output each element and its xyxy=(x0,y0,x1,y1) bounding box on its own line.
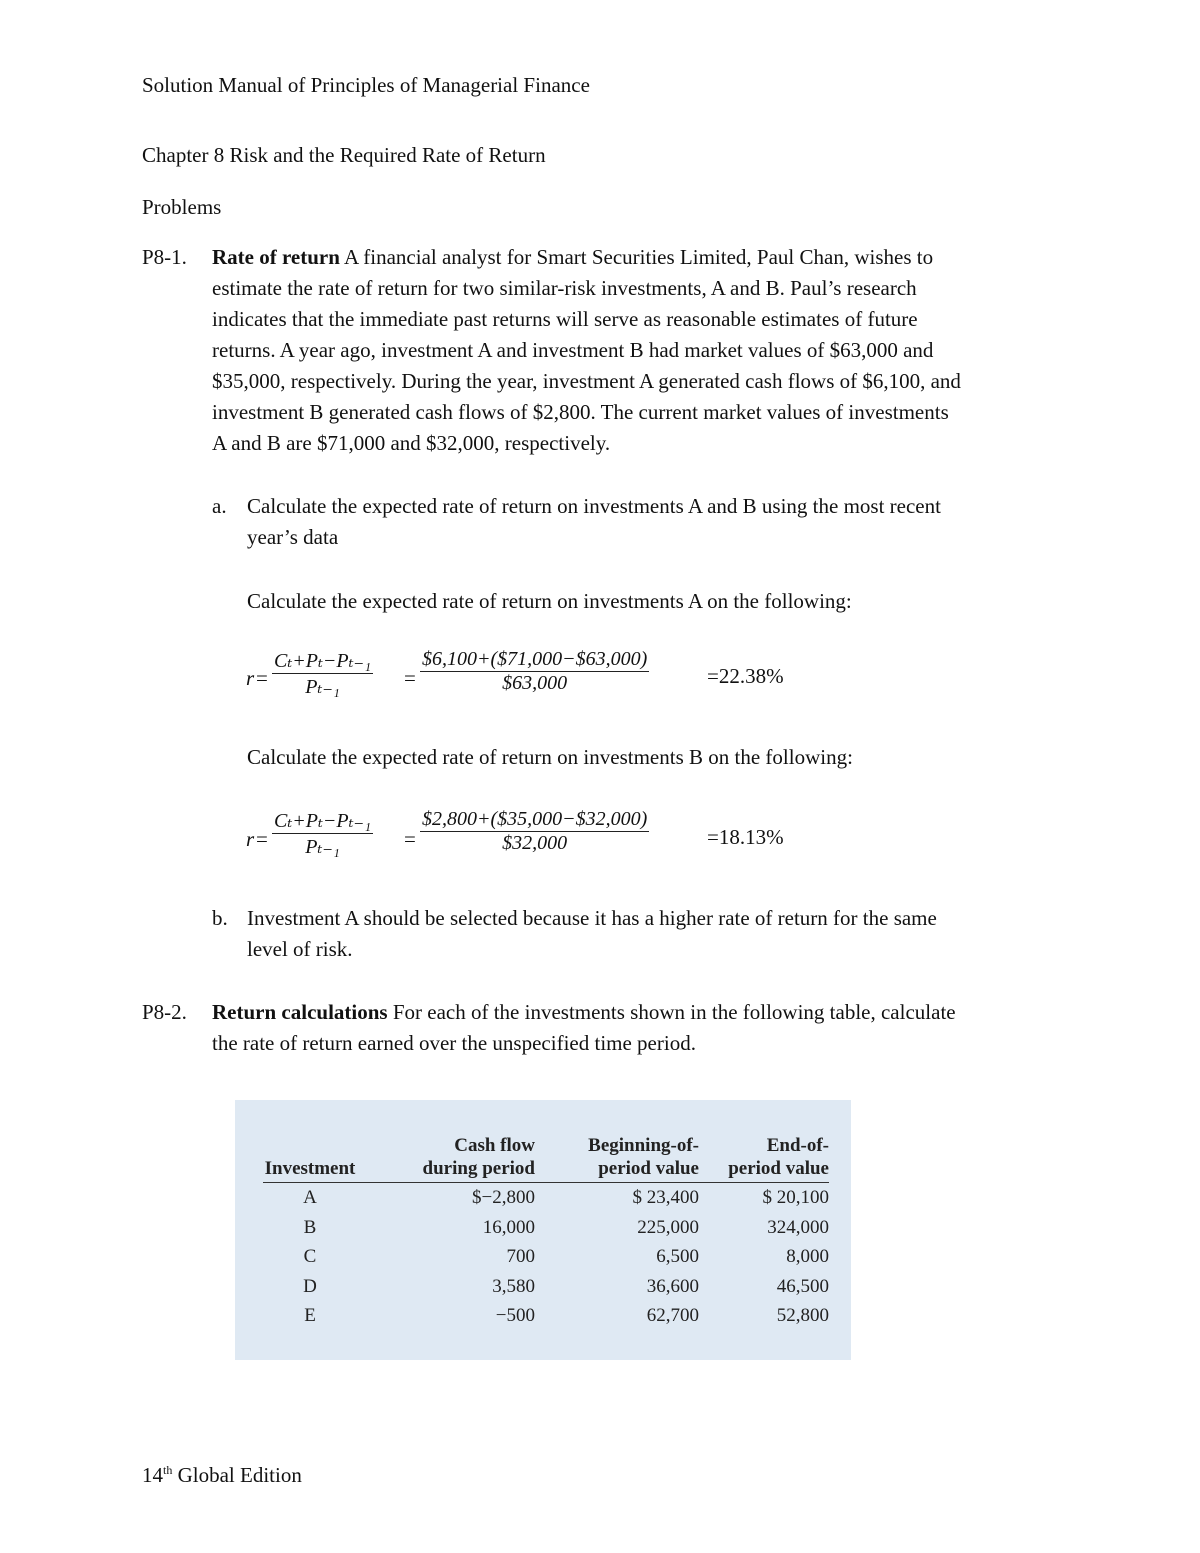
part-a-text xyxy=(247,491,941,553)
formula-b-eq2: = xyxy=(404,827,416,851)
part-b-line-0: Investment A should be selected because it has a higher rate of return for the same xyxy=(247,906,937,930)
formula-b-value-fraction xyxy=(420,808,649,855)
cell-cash-flow: 16,000 xyxy=(482,1216,535,1238)
cell-beginning-value: $ 23,400 xyxy=(632,1187,699,1208)
formula-b-general-num: Cₜ+Pₜ−Pₜ₋₁ xyxy=(274,810,372,832)
cell-end-value: 52,800 xyxy=(776,1305,829,1326)
part-b-label: b. xyxy=(212,906,228,930)
p1-line-4: $35,000, respectively. During the year, investment A generated cash flows of $6,100, and xyxy=(212,369,961,393)
calc-a-label: Calculate the expected rate of return on investments A on the following: xyxy=(247,589,852,613)
part-a-line-1: year’s data xyxy=(247,525,339,549)
problem-p8-1-text xyxy=(212,242,961,459)
header-end-value: End-of- period value xyxy=(699,1134,829,1183)
p1-line-3: returns. A year ago, investment A and investment B had market values of $63,000 and xyxy=(212,338,934,362)
p1-line-5: investment B generated cash flows of $2,800. The current market values of investments xyxy=(212,400,949,424)
document-header: Solution Manual of Principles of Managerial Finance xyxy=(142,73,590,97)
table-row xyxy=(263,1301,829,1331)
formula-a-r: r xyxy=(246,666,255,690)
investment-table-box xyxy=(235,1100,851,1360)
cell-investment: E xyxy=(304,1305,316,1326)
formula-a-result: =22.38% xyxy=(707,664,784,688)
formula-b-r: r xyxy=(246,827,255,851)
cell-end-value: 324,000 xyxy=(767,1216,829,1238)
problem-number-p8-2: P8-2. xyxy=(142,1000,187,1024)
cell-beginning-value: 6,500 xyxy=(656,1246,699,1267)
cell-beginning-value: 36,600 xyxy=(646,1275,699,1297)
formula-a-value-fraction xyxy=(420,648,649,695)
part-b-line-1: level of risk. xyxy=(247,937,353,961)
part-a-line-0: Calculate the expected rate of return on investments A and B using the most recent xyxy=(247,494,941,518)
cell-cash-flow: 700 xyxy=(506,1246,535,1267)
part-b-text xyxy=(247,903,937,965)
cell-cash-flow: −500 xyxy=(495,1305,535,1326)
problem-number-p8-1: P8-1. xyxy=(142,245,187,269)
footer-edition: 14th Global Edition xyxy=(142,1463,302,1487)
formula-a-general-den: Pₜ₋₁ xyxy=(305,676,340,698)
p2-line-0: For each of the investments shown in the following table, calculate xyxy=(387,1000,956,1024)
header-cash-flow: Cash flow during period xyxy=(357,1134,535,1183)
problem-p8-1-heading: Rate of return xyxy=(212,245,340,269)
formula-a-eq2: = xyxy=(404,666,416,690)
cell-end-value: 8,000 xyxy=(786,1246,829,1267)
formula-b-eq1: = xyxy=(256,827,268,851)
formula-a-general-fraction xyxy=(272,648,373,699)
p1-line-0: A financial analyst for Smart Securities Limited, Paul Chan, wishes to xyxy=(339,245,934,269)
header-investment: Investment xyxy=(263,1134,357,1183)
formula-b-value-den: $32,000 xyxy=(502,832,568,854)
p2-line-1: the rate of return earned over the unspecified time period. xyxy=(212,1031,696,1055)
calc-b-label: Calculate the expected rate of return on investments B on the following: xyxy=(247,745,853,769)
table-row xyxy=(263,1183,829,1213)
cell-cash-flow: $−2,800 xyxy=(472,1187,535,1208)
p1-line-1: estimate the rate of return for two similar-risk investments, A and B. Paul’s research xyxy=(212,276,917,300)
cell-end-value: 46,500 xyxy=(776,1275,829,1297)
chapter-title: Chapter 8 Risk and the Required Rate of Return xyxy=(142,143,546,167)
p1-line-6: A and B are $71,000 and $32,000, respectively. xyxy=(212,431,611,455)
investment-table xyxy=(263,1134,829,1331)
part-a-label: a. xyxy=(212,494,227,518)
formula-a-eq1: = xyxy=(256,666,268,690)
formula-a-general-num: Cₜ+Pₜ−Pₜ₋₁ xyxy=(274,650,372,672)
table-header-row xyxy=(263,1134,829,1183)
formula-a-value-num: $6,100+($71,000−$63,000) xyxy=(422,648,648,670)
cell-end-value: $ 20,100 xyxy=(762,1187,829,1208)
cell-investment: A xyxy=(303,1187,317,1208)
problem-p8-2-heading: Return calculations xyxy=(212,1000,388,1024)
cell-investment: C xyxy=(303,1246,317,1267)
formula-b-general-den: Pₜ₋₁ xyxy=(305,836,340,858)
problem-p8-2-text xyxy=(212,997,956,1059)
cell-cash-flow: 3,580 xyxy=(492,1275,535,1297)
formula-a-value-den: $63,000 xyxy=(502,672,568,694)
p1-line-2: indicates that the immediate past returns will serve as reasonable estimates of future xyxy=(212,307,918,331)
cell-investment: B xyxy=(303,1216,317,1238)
formula-b-result: =18.13% xyxy=(707,825,784,849)
table-row xyxy=(263,1242,829,1272)
table-row xyxy=(263,1213,829,1243)
table-row xyxy=(263,1272,829,1302)
formula-b-general-fraction xyxy=(272,808,373,859)
cell-investment: D xyxy=(303,1275,317,1297)
cell-beginning-value: 62,700 xyxy=(646,1305,699,1326)
header-beginning-value: Beginning-of- period value xyxy=(535,1134,699,1183)
section-title: Problems xyxy=(142,195,222,219)
formula-b-value-num: $2,800+($35,000−$32,000) xyxy=(422,808,648,830)
cell-beginning-value: 225,000 xyxy=(637,1216,699,1238)
